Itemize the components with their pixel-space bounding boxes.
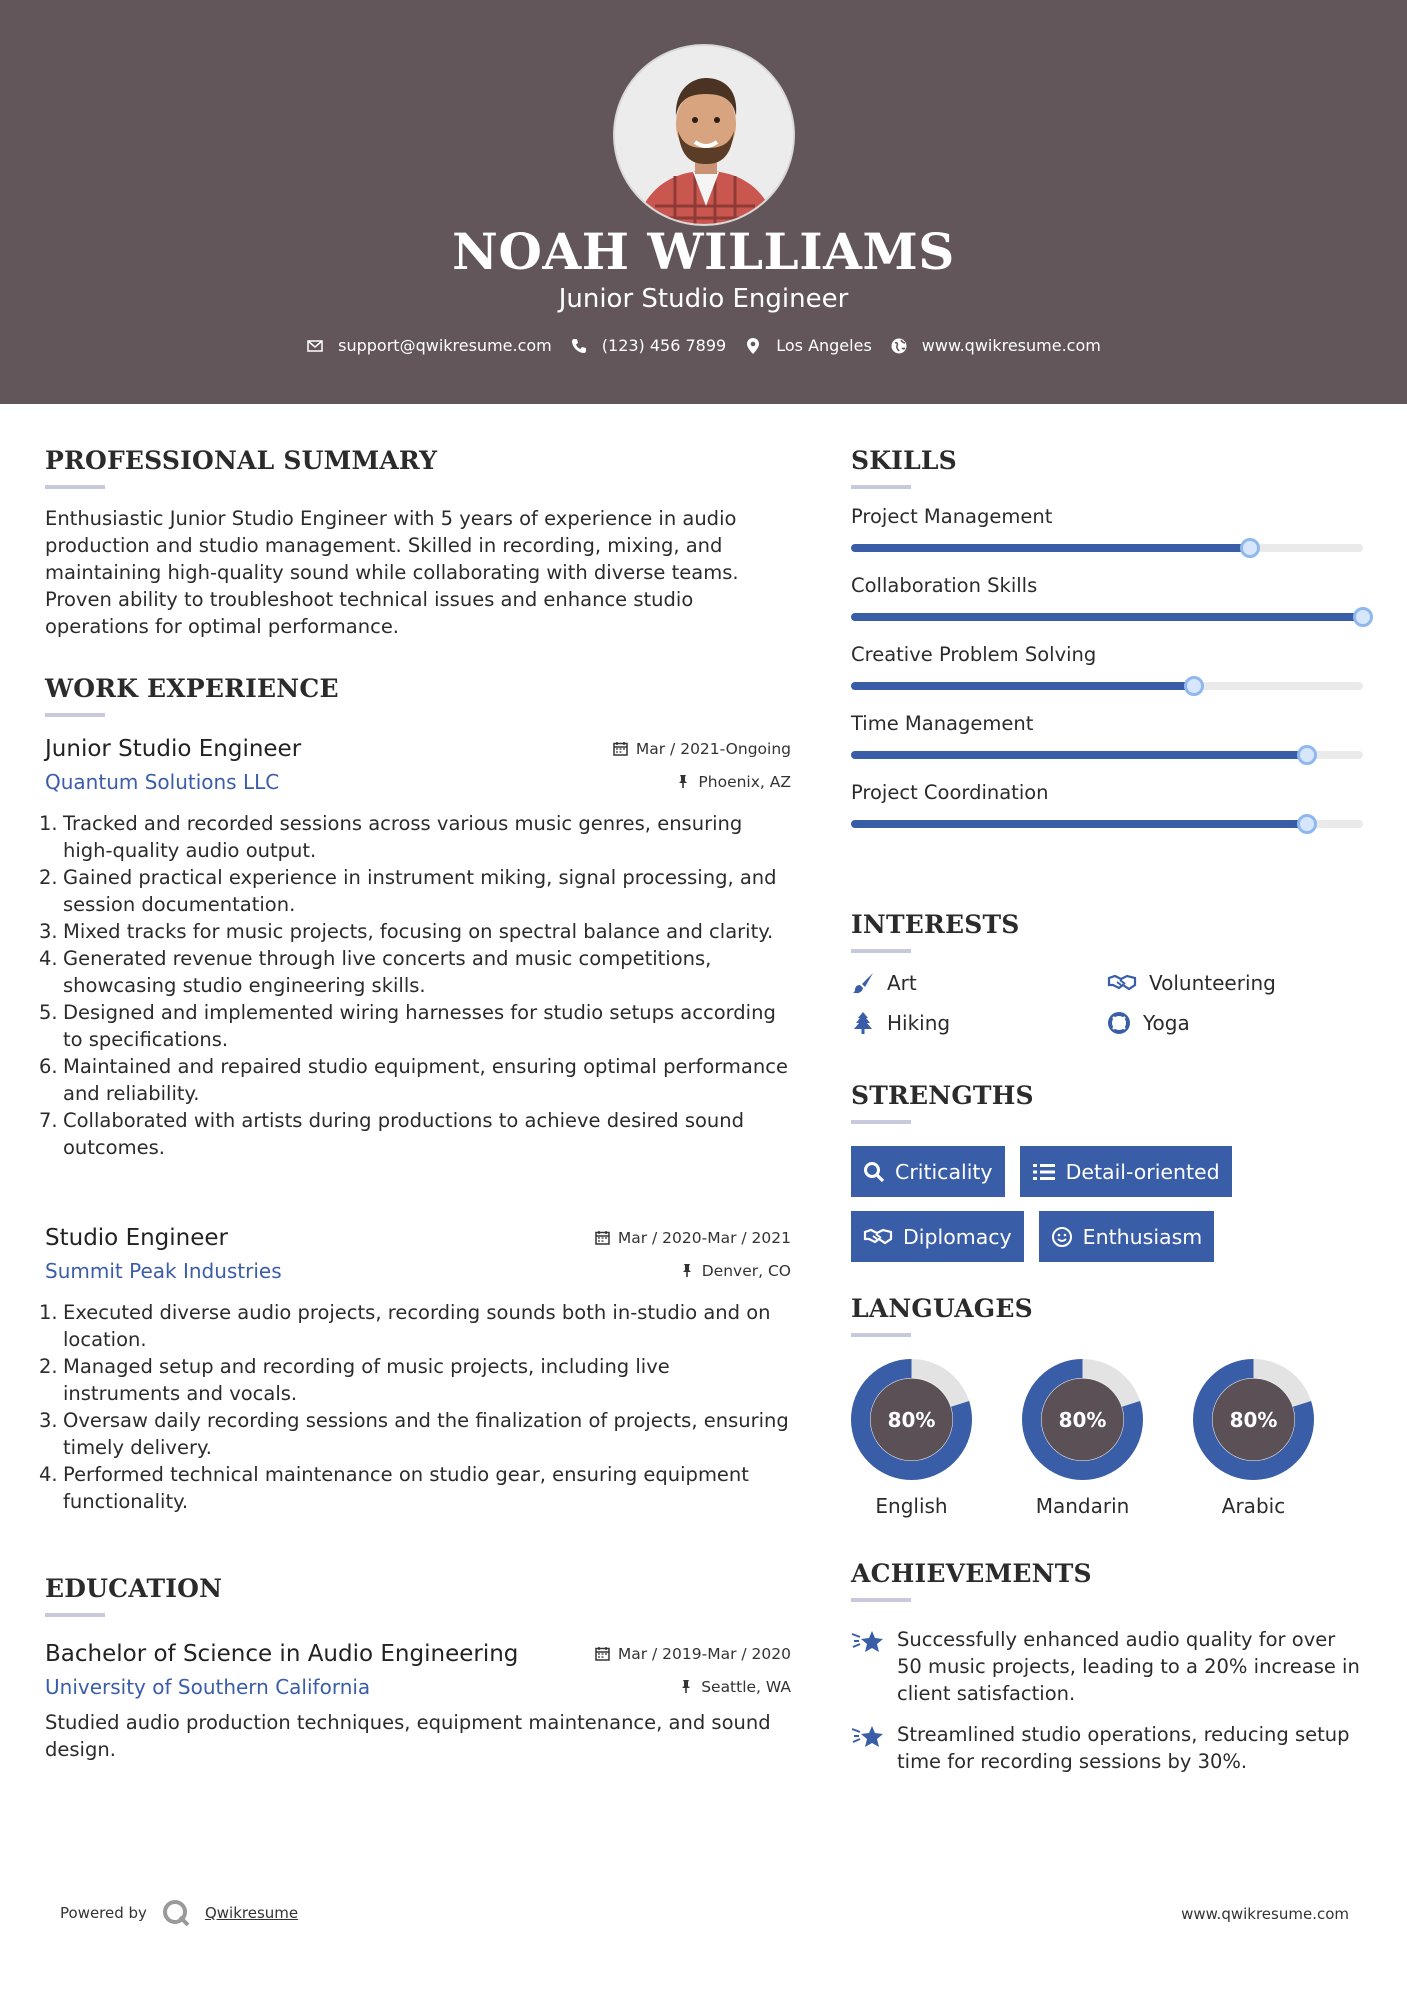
- interest-label: Hiking: [887, 1011, 951, 1035]
- handshake-icon: [863, 1226, 893, 1248]
- calendar-icon: [595, 1230, 610, 1245]
- skill-item: [851, 505, 1363, 552]
- list-item: 2. Managed setup and recording of music projects, including live instruments and vocals.: [39, 1355, 670, 1405]
- candidate-name: NOAH WILLIAMS: [452, 222, 955, 281]
- footer-brand-link[interactable]: Qwikresume: [204, 1904, 299, 1922]
- strength-badge: [851, 1146, 1005, 1197]
- achievements-heading: ACHIEVEMENTS: [851, 1559, 1092, 1588]
- shooting-star-icon: [851, 1723, 885, 1751]
- pushpin-icon: [680, 1263, 694, 1278]
- smile-icon: [1051, 1226, 1073, 1248]
- contact-bar: [0, 336, 1407, 355]
- lifebuoy-icon: [1107, 1011, 1131, 1035]
- language-item: [1022, 1359, 1143, 1518]
- language-donut: [1193, 1359, 1314, 1480]
- job-bullets: [39, 1299, 791, 1515]
- footer-website-link[interactable]: www.qwikresume.com: [1181, 1905, 1349, 1923]
- skill-bar: [851, 751, 1363, 759]
- language-label: English: [875, 1494, 948, 1518]
- heading-underline: [45, 713, 105, 717]
- job-dates-text: Mar / 2020-Mar / 2021: [617, 1228, 791, 1247]
- resume-header: [0, 0, 1407, 404]
- list-icon: [1032, 1161, 1056, 1183]
- skill-bar-fill: [851, 751, 1307, 759]
- contact-phone-text: (123) 456 7899: [601, 336, 727, 355]
- skill-item: [851, 574, 1363, 621]
- strengths-heading: STRENGTHS: [851, 1081, 1034, 1110]
- skill-label: Project Management: [851, 505, 1053, 528]
- contact-phone[interactable]: [570, 336, 726, 355]
- list-item: 3. Mixed tracks for music projects, focusing on spectral balance and clarity.: [39, 920, 774, 943]
- degree-title: Bachelor of Science in Audio Engineering: [45, 1641, 519, 1667]
- person-photo-icon: [615, 46, 795, 226]
- interest-item: [1107, 1011, 1363, 1035]
- candidate-title: Junior Studio Engineer: [558, 284, 849, 314]
- skill-item: [851, 712, 1363, 759]
- heading-underline: [45, 485, 105, 489]
- list-item: 1. Executed diverse audio projects, recording sounds both in-studio and on location.: [39, 1301, 771, 1351]
- skill-bar-knob: [1297, 745, 1317, 765]
- skills-list: [851, 505, 1363, 828]
- skill-label: Time Management: [851, 712, 1034, 735]
- qwikresume-logo-icon: [161, 1898, 191, 1928]
- languages-section: [851, 1294, 1363, 1518]
- skill-bar: [851, 820, 1363, 828]
- contact-website-text: www.qwikresume.com: [921, 336, 1101, 355]
- strength-label: Diplomacy: [903, 1224, 1012, 1249]
- interest-label: Yoga: [1143, 1011, 1190, 1035]
- donut-label: 80%: [1229, 1408, 1278, 1432]
- achievements-section: [851, 1559, 1363, 1775]
- donut-label: 80%: [1058, 1408, 1107, 1432]
- strength-badge: [1020, 1146, 1232, 1197]
- education-location: [679, 1678, 791, 1696]
- contact-location-text: Los Angeles: [776, 336, 872, 355]
- skill-bar: [851, 613, 1363, 621]
- skill-bar-knob: [1184, 676, 1204, 696]
- skill-label: Project Coordination: [851, 781, 1049, 804]
- globe-icon: [890, 337, 908, 355]
- profile-photo: [613, 44, 795, 226]
- language-donut: [1022, 1359, 1143, 1480]
- list-item: 4. Generated revenue through live concerts and music competitions, showcasing studio engineering skills.: [39, 947, 712, 997]
- achievement-text: Successfully enhanced audio quality for over 50 music projects, leading to a 20% increase in client satisfaction.: [897, 1628, 1360, 1705]
- education-text: Studied audio production techniques, equipment maintenance, and sound design.: [45, 1711, 771, 1761]
- skill-label: Collaboration Skills: [851, 574, 1038, 597]
- heading-underline: [851, 1598, 911, 1602]
- powered-by-text: Powered by: [60, 1904, 147, 1922]
- education-dates-text: Mar / 2019-Mar / 2020: [617, 1644, 791, 1663]
- list-item: 5. Designed and implemented wiring harnesses for studio setups according to specifications.: [39, 1001, 776, 1051]
- job-dates: [613, 740, 791, 758]
- list-item: 3. Oversaw daily recording sessions and the finalization of projects, ensuring timely delivery.: [39, 1409, 789, 1459]
- interest-item: [851, 1011, 1107, 1035]
- strength-label: Criticality: [895, 1159, 993, 1184]
- skill-bar-knob: [1240, 538, 1260, 558]
- skill-bar: [851, 544, 1363, 552]
- interest-item: [851, 971, 1107, 995]
- contact-email-text: support@qwikresume.com: [338, 336, 552, 355]
- achievement-text: Streamlined studio operations, reducing setup time for recording sessions by 30%.: [897, 1723, 1350, 1773]
- interests-section: [851, 910, 1363, 1035]
- skill-bar-fill: [851, 682, 1194, 690]
- strength-label: Detail-oriented: [1065, 1159, 1220, 1184]
- heading-underline: [851, 1120, 911, 1124]
- calendar-icon: [613, 741, 628, 756]
- interest-label: Art: [887, 971, 917, 995]
- language-label: Arabic: [1221, 1494, 1286, 1518]
- languages-heading: LANGUAGES: [851, 1294, 1033, 1323]
- education-heading: EDUCATION: [45, 1574, 223, 1603]
- achievement-item: [851, 1721, 1363, 1775]
- list-item: 4. Performed technical maintenance on studio gear, ensuring equipment functionality.: [39, 1463, 749, 1513]
- handshake-icon: [1107, 971, 1137, 995]
- heading-underline: [851, 1333, 911, 1337]
- skill-bar: [851, 682, 1363, 690]
- job-bullets: [39, 810, 791, 1161]
- interests-heading: INTERESTS: [851, 910, 1020, 939]
- experience-section: [45, 674, 791, 717]
- achievement-item: [851, 1626, 1363, 1707]
- summary-text: Enthusiastic Junior Studio Engineer with 5 years of experience in audio production and studio management. Skilled in recording, mixing, and maintaining high-quality sound while collaborating with diverse teams. Proven ability to troubleshoot technical issues and enhance studio operations for optimal performance.: [45, 507, 739, 638]
- job-entry: [39, 736, 791, 1161]
- language-label: Mandarin: [1035, 1494, 1130, 1518]
- contact-email[interactable]: [306, 336, 552, 355]
- pushpin-icon: [676, 774, 690, 789]
- job-entry: [39, 1225, 791, 1515]
- education-location-text: Seattle, WA: [701, 1677, 791, 1696]
- search-icon: [863, 1161, 885, 1183]
- job-dates-text: Mar / 2021-Ongoing: [635, 739, 791, 758]
- job-location: [680, 1262, 791, 1280]
- list-item: 1. Tracked and recorded sessions across various music genres, ensuring high-quality audio output.: [39, 812, 743, 862]
- experience-heading: WORK EXPERIENCE: [45, 674, 339, 703]
- footer-powered-by: [60, 1898, 298, 1928]
- language-donut: [851, 1359, 972, 1480]
- pushpin-icon: [679, 1679, 693, 1694]
- skill-item: [851, 781, 1363, 828]
- language-item: [851, 1359, 972, 1518]
- skill-label: Creative Problem Solving: [851, 643, 1097, 666]
- paintbrush-icon: [851, 971, 875, 995]
- strength-label: Enthusiasm: [1082, 1224, 1203, 1249]
- calendar-icon: [595, 1646, 610, 1661]
- skill-bar-fill: [851, 820, 1307, 828]
- job-dates: [595, 1229, 791, 1247]
- envelope-icon: [306, 337, 324, 355]
- list-item: 6. Maintained and repaired studio equipment, ensuring optimal performance and reliability.: [39, 1055, 788, 1105]
- company-name: Quantum Solutions LLC: [45, 770, 280, 794]
- job-title: Junior Studio Engineer: [45, 736, 302, 762]
- interest-item: [1107, 971, 1363, 995]
- phone-icon: [570, 337, 588, 355]
- school-name: University of Southern California: [45, 1675, 371, 1699]
- skill-bar-fill: [851, 613, 1363, 621]
- company-name: Summit Peak Industries: [45, 1259, 282, 1283]
- job-location-text: Denver, CO: [701, 1261, 791, 1280]
- skill-bar-knob: [1353, 607, 1373, 627]
- heading-underline: [851, 949, 911, 953]
- list-item: 7. Collaborated with artists during productions to achieve desired sound outcomes.: [39, 1109, 745, 1159]
- list-item: 2. Gained practical experience in instrument miking, signal processing, and session documentation.: [39, 866, 777, 916]
- tree-icon: [851, 1011, 875, 1035]
- summary-section: [45, 446, 791, 640]
- contact-website[interactable]: [890, 336, 1101, 355]
- education-dates: [595, 1645, 791, 1663]
- skill-bar-knob: [1297, 814, 1317, 834]
- summary-heading: PROFESSIONAL SUMMARY: [45, 446, 438, 475]
- strengths-section: [851, 1081, 1363, 1262]
- skill-item: [851, 643, 1363, 690]
- skills-section: [851, 446, 1363, 828]
- strength-badge: [851, 1211, 1024, 1262]
- job-location: [676, 773, 791, 791]
- donut-label: 80%: [887, 1408, 936, 1432]
- heading-underline: [851, 485, 911, 489]
- education-section: [45, 1574, 791, 1763]
- skill-bar-fill: [851, 544, 1250, 552]
- map-pin-icon: [744, 337, 762, 355]
- heading-underline: [45, 1613, 105, 1617]
- job-title: Studio Engineer: [45, 1225, 229, 1251]
- contact-location: [744, 336, 872, 355]
- strength-badge: [1039, 1211, 1215, 1262]
- language-item: [1193, 1359, 1314, 1518]
- interest-label: Volunteering: [1149, 971, 1276, 995]
- job-location-text: Phoenix, AZ: [698, 772, 791, 791]
- skills-heading: SKILLS: [851, 446, 957, 475]
- shooting-star-icon: [851, 1628, 885, 1656]
